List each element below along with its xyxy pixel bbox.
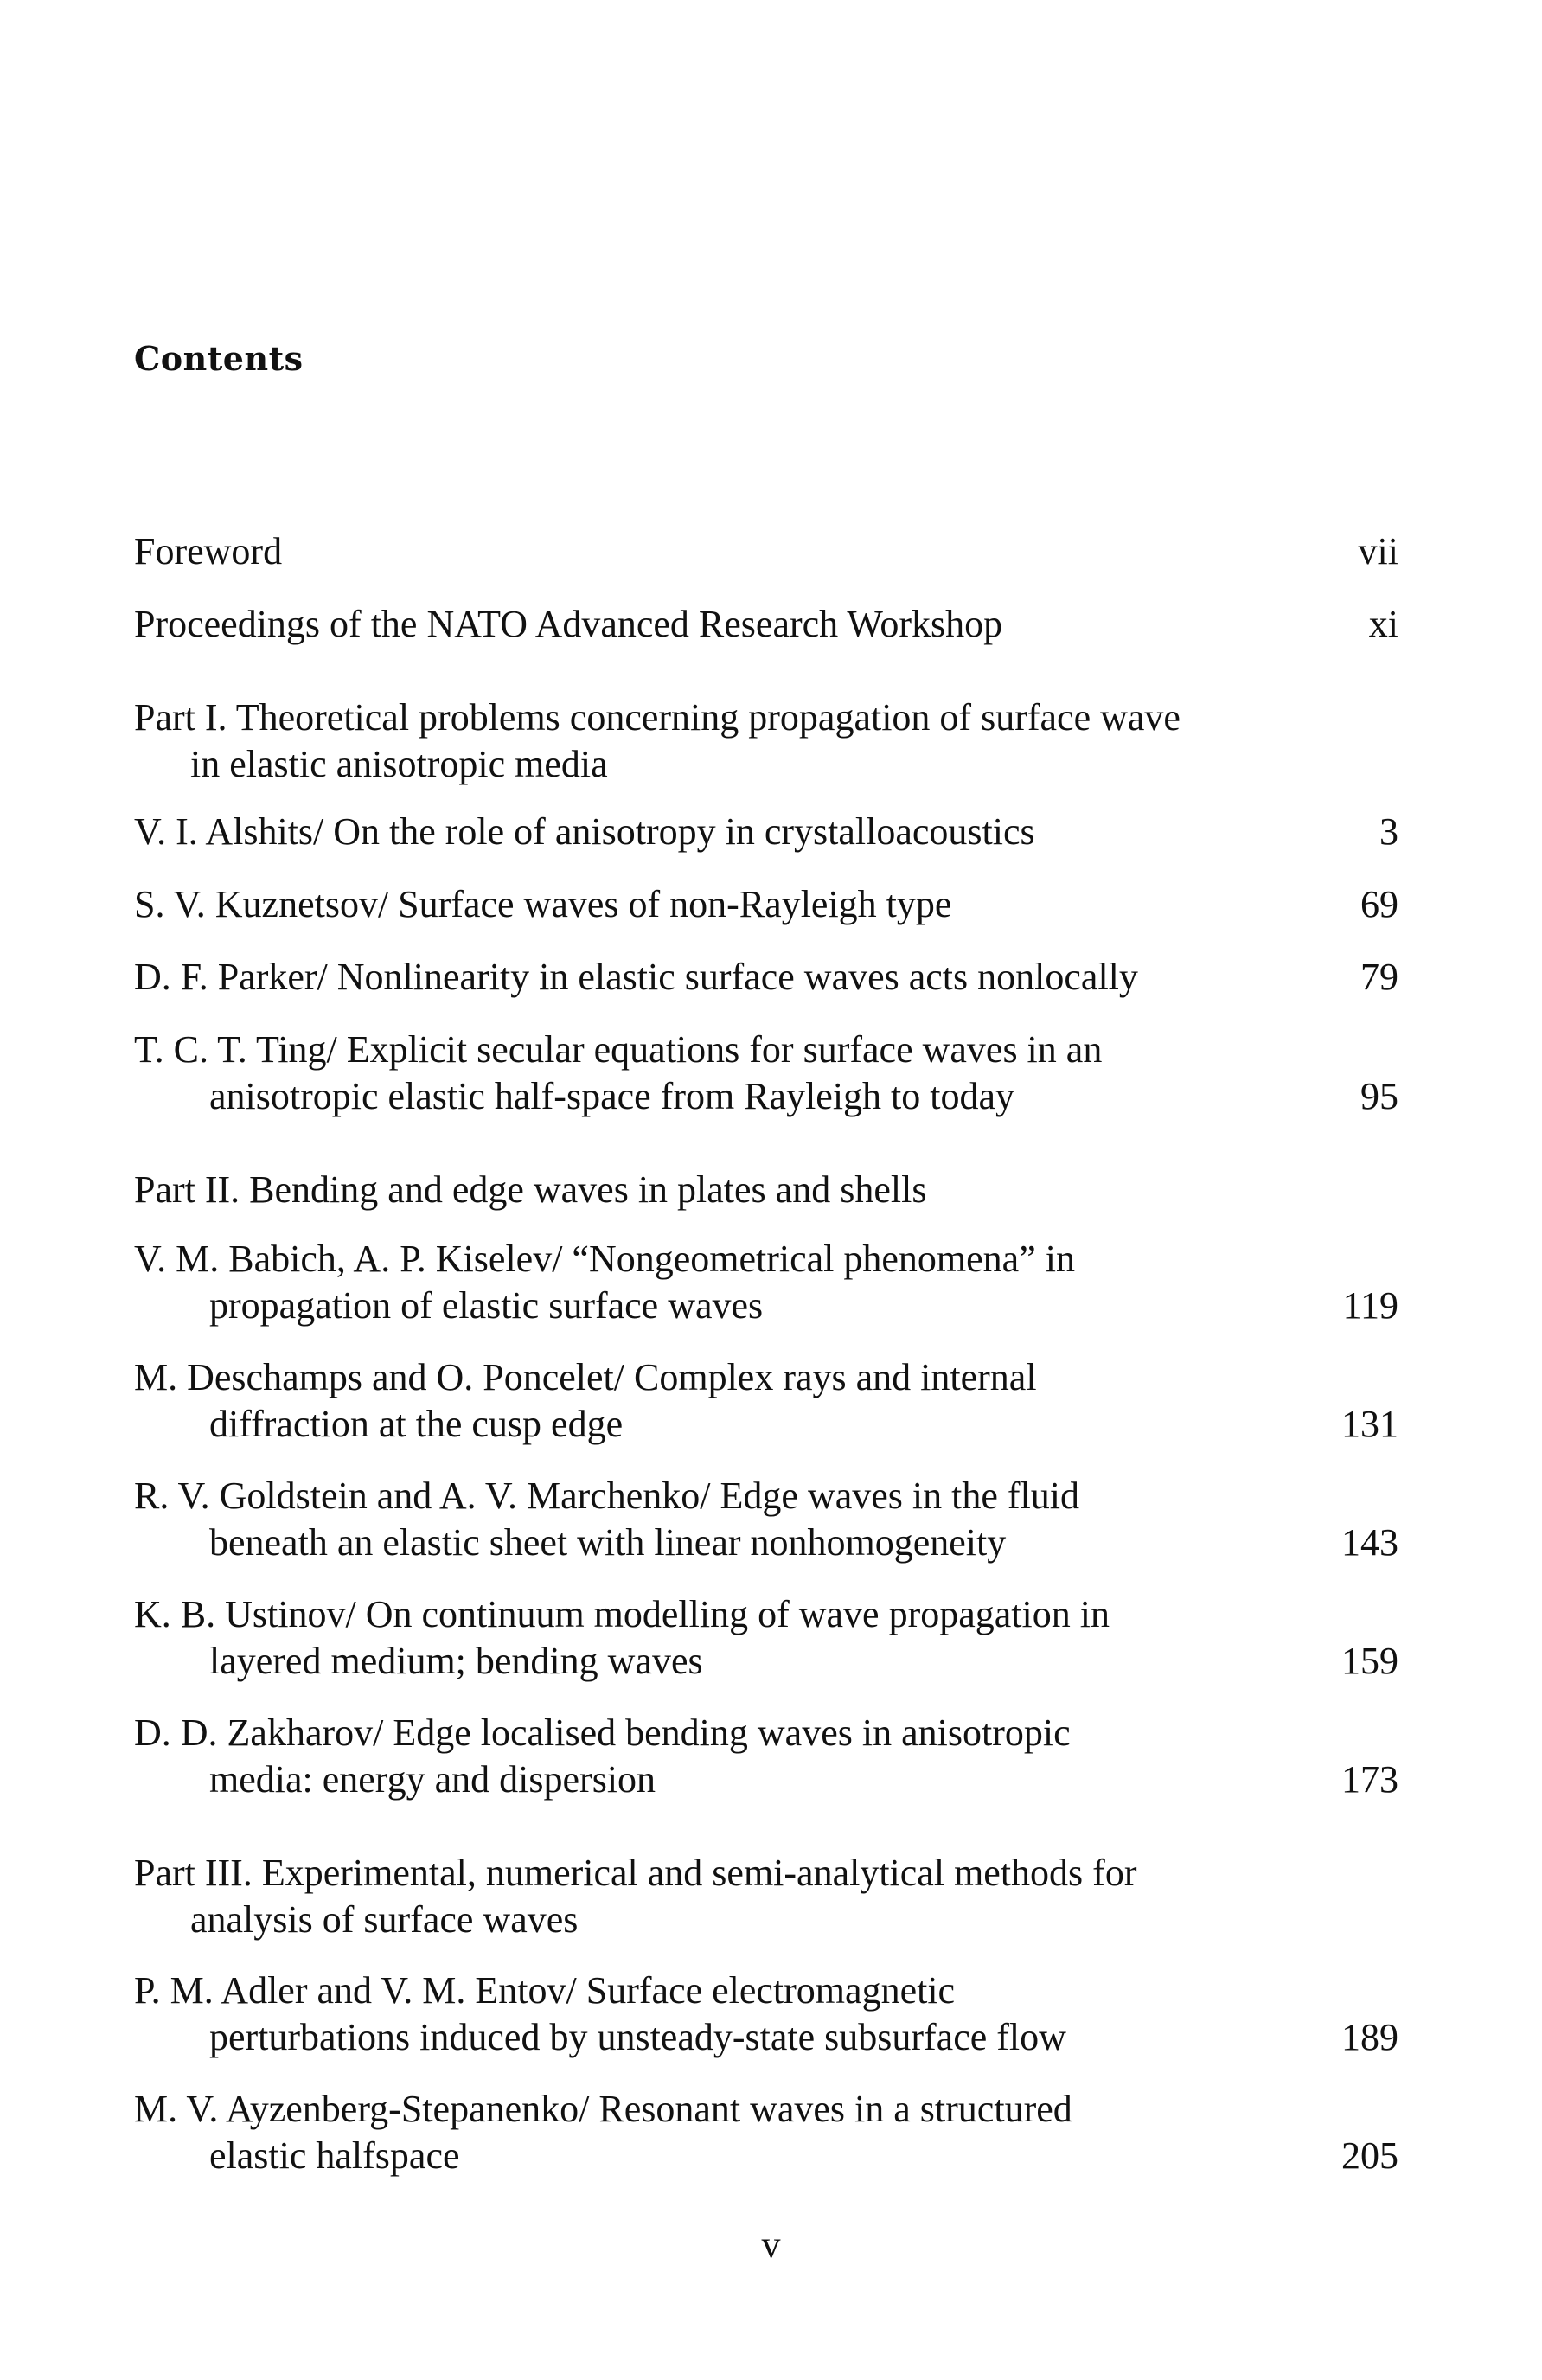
part-title-line: Part I. Theoretical problems concerning propagation of surface wave — [134, 696, 1180, 739]
toc-page-number: 205 — [1341, 2134, 1398, 2177]
page-number-footer: v — [761, 2223, 781, 2266]
toc-entry-title-continued: media: energy and dispersion — [209, 1758, 656, 1801]
toc-page-number: 143 — [1341, 1521, 1398, 1564]
toc-entry-title: Foreword — [134, 530, 283, 573]
toc-entry-title: M. Deschamps and O. Poncelet/ Complex rays and internal — [134, 1356, 1037, 1398]
toc-page-number: 79 — [1360, 956, 1398, 998]
toc-entry-title: V. M. Babich, A. P. Kiselev/ “Nongeometrical phenomena” in — [134, 1238, 1075, 1280]
toc-entry-title-continued: elastic halfspace — [209, 2134, 460, 2177]
toc-entry-title-continued: anisotropic elastic half-space from Rayleigh to today — [209, 1075, 1015, 1117]
toc-entry-title-continued: perturbations induced by unsteady-state subsurface flow — [209, 2016, 1066, 2058]
toc-page-number: 159 — [1341, 1640, 1398, 1682]
toc-entry-title: M. V. Ayzenberg-Stepanenko/ Resonant waves in a structured — [134, 2088, 1072, 2130]
part-title-line: Part III. Experimental, numerical and semi-analytical methods for — [134, 1852, 1137, 1894]
toc-page-number: 131 — [1341, 1403, 1398, 1445]
part-title-line: analysis of surface waves — [190, 1898, 579, 1941]
part-title-line: in elastic anisotropic media — [190, 743, 608, 785]
toc-entry-title-continued: diffraction at the cusp edge — [209, 1403, 624, 1445]
toc-page-number: 95 — [1360, 1075, 1398, 1117]
toc-page-number: 189 — [1341, 2016, 1398, 2058]
toc-page-number: 173 — [1341, 1758, 1398, 1801]
part-title-line: Part II. Bending and edge waves in plates and shells — [134, 1168, 927, 1211]
toc-page-number: xi — [1368, 603, 1398, 645]
toc-entry-title: P. M. Adler and V. M. Entov/ Surface electromagnetic — [134, 1969, 956, 2012]
toc-entry-title: V. I. Alshits/ On the role of anisotropy in crystalloacoustics — [134, 810, 1035, 853]
toc-page-number: 69 — [1360, 883, 1398, 925]
toc-entry-title: S. V. Kuznetsov/ Surface waves of non-Rayleigh type — [134, 883, 952, 925]
toc-entry-title: D. F. Parker/ Nonlinearity in elastic surface waves acts nonlocally — [134, 956, 1138, 998]
toc-entry-title: R. V. Goldstein and A. V. Marchenko/ Edge waves in the fluid — [134, 1475, 1079, 1517]
toc-entry-title: T. C. T. Ting/ Explicit secular equations for surface waves in an — [134, 1028, 1103, 1071]
toc-entry-title: K. B. Ustinov/ On continuum modelling of wave propagation in — [134, 1593, 1110, 1635]
page-title: Contents — [134, 339, 304, 378]
toc-page-number: 119 — [1342, 1284, 1398, 1327]
toc-page-number: vii — [1358, 530, 1398, 573]
toc-entry-title: D. D. Zakharov/ Edge localised bending waves in anisotropic — [134, 1711, 1071, 1754]
toc-entry-title-continued: beneath an elastic sheet with linear nonhomogeneity — [209, 1521, 1007, 1564]
toc-entry-title-continued: layered medium; bending waves — [209, 1640, 703, 1682]
toc-entry-title: Proceedings of the NATO Advanced Research Workshop — [134, 603, 1003, 645]
toc-page-number: 3 — [1379, 810, 1398, 853]
toc-entry-title-continued: propagation of elastic surface waves — [209, 1284, 764, 1327]
